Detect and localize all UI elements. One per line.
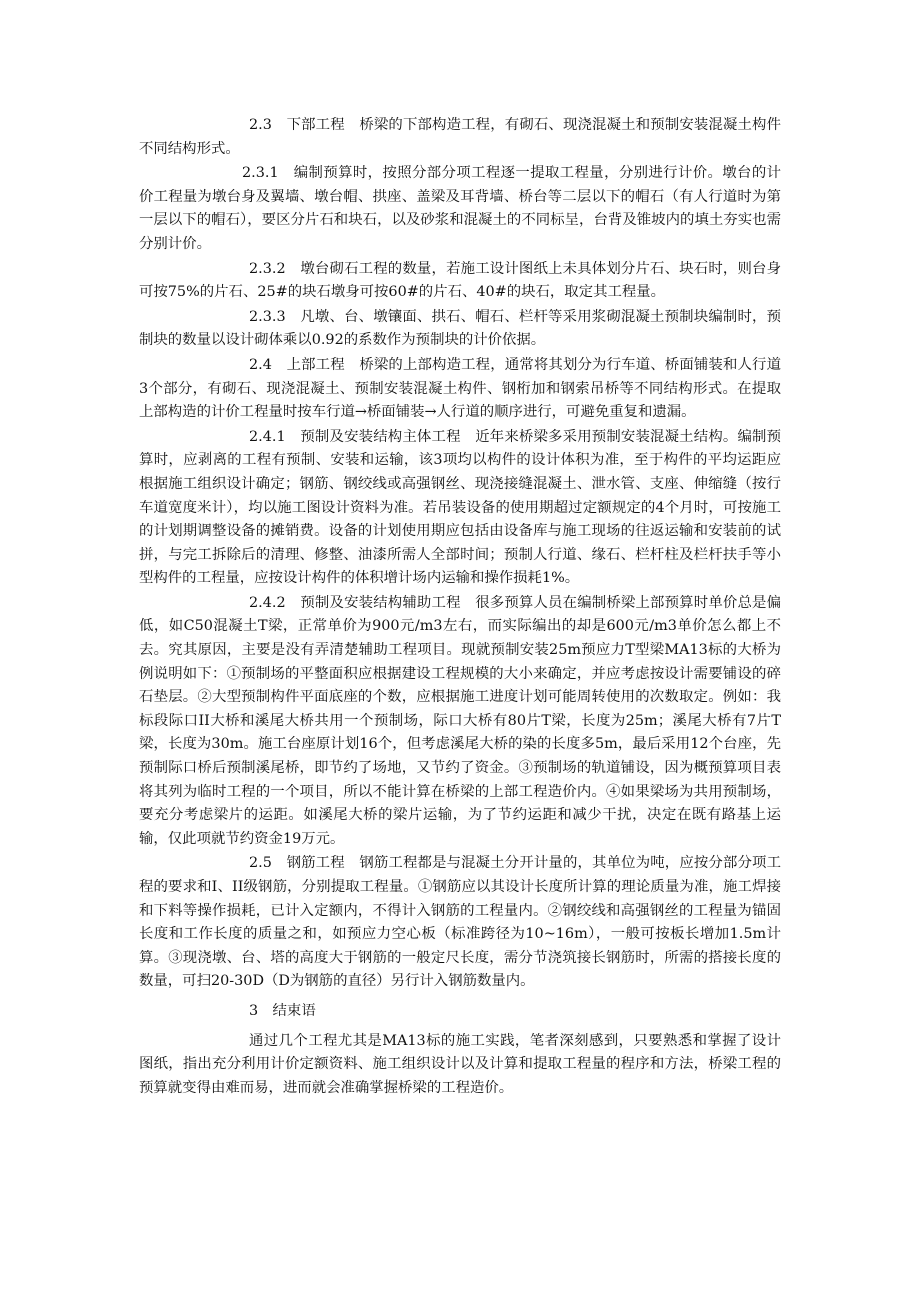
document-body xyxy=(139,114,781,1100)
paragraph-2-4-2: 2.4.2 预制及安装结构辅助工程 很多预算人员在编制桥梁上部预算时单价总是偏低，如C50混凝土T梁，正常单价为900元/m3左右，而实际编出的却是600元/m3单价怎么都上不去。究其原因，主要是没有弄清楚辅助工程项目。现就预制安装25m预应力T型梁MA13标的大桥为例说明如下：①预制场的平整面积应根据建设工程规模的大小来确定，并应考虑按设计需要铺设的碎石垫层。②大型预制构件平面底座的个数，应根据施工进度计划可能周转使用的次数取定。例如：我标段际口II大桥和溪尾大桥共用一个预制场，际口大桥有80片T梁，长度为25m；溪尾大桥有7片T梁，长度为30m。施工台座原计划16个，但考虑溪尾大桥的染的长度多5m，最后采用12个台座，先预制际口桥后预制溪尾桥，即节约了场地，又节约了资金。③预制场的轨道铺设，因为概预算项目表将其列为临时工程的一个项目，所以不能计算在桥梁的上部工程造价内。④如果梁场为共用预制场，要充分考虑梁片的运距。如溪尾大桥的梁片运输，为了节约运距和减少干扰，决定在既有路基上运输，仅此项就节约资金19万元。 xyxy=(139,594,781,847)
paragraph-2-4: 2.4 上部工程 桥梁的上部构造工程，通常将其划分为行车道、桥面铺装和人行道3个部分，有砌石、现浇混凝土、预制安装混凝土构件、钢桁加和钢索吊桥等不同结构形式。在提取上部构造的计价工程量时按车行道→桥面铺装→人行道的顺序进行，可避免重复和遗漏。 xyxy=(139,356,781,421)
paragraph-conclusion: 通过几个工程尤其是MA13标的施工实践，笔者深刻感到，只要熟悉和掌握了设计图纸，指出充分利用计价定额资料、施工组织设计以及计算和提取工程量的程序和方法，桥梁工程的预算就变得由难而易，进而就会准确掌握桥梁的工程造价。 xyxy=(139,1032,781,1096)
paragraph-2-4-1: 2.4.1 预制及安装结构主体工程 近年来桥梁多采用预制安装混凝土结构。编制预算时，应剥离的工程有预制、安装和运输，该3项均以构件的设计体积为准，至于构件的平均运距应根据施工组织设计确定；钢筋、钢绞线或高强钢丝、现浇接缝混凝土、泄水管、支座、伸缩缝（按行车道宽度米计），均以施工图设计资料为准。若吊装设备的使用期超过定额规定的4个月时，可按施工的计划期调整设备的摊销费。设备的计划使用期应包括由设备库与施工现场的往返运输和安装前的试拼，与完工拆除后的清理、修整、油漆所需人全部时间；预制人行道、缘石、栏杆柱及栏杆扶手等小型构件的工程量，应按设计构件的体积增计场内运输和操作损耗1%。 xyxy=(139,428,781,587)
paragraph-2-3-1: 2.3.1 编制预算时，按照分部分项工程逐一提取工程量，分别进行计价。墩台的计价工程量为墩台身及翼墙、墩台帽、拱座、盖梁及耳背墙、桥台等二层以下的帽石（有人行道时为第一层以下的帽石），要区分片石和块石，以及砂浆和混凝土的不同标呈，台背及锥坡内的填土夯实也需分别计价。 xyxy=(139,165,781,252)
paragraph-2-3-2: 2.3.2 墩台砌石工程的数量，若施工设计图纸上未具体划分片石、块石时，则台身可按75%的片石、25#的块石墩身可按60#的片石、40#的块石，取定其工程量。 xyxy=(139,260,781,301)
paragraph-2-3: 2.3 下部工程 桥梁的下部构造工程，有砌石、现浇混凝土和预制安装混凝土构件不同结构形式。 xyxy=(139,117,781,157)
paragraph-2-5: 2.5 钢筋工程 钢筋工程都是与混凝土分开计量的，其单位为吨，应按分部分项工程的要求和I、II级钢筋，分别提取工程量。①钢筋应以其设计长度所计算的理论质量为准，施工焊接和下料等操作损耗，已计入定额内，不得计入钢筋的工程量内。②钢绞线和高强钢丝的工程量为锚固长度和工作长度的质量之和，如预应力空心板（标准跨径为10~16m），一般可按板长增加1.5m计算。③现浇墩、台、塔的高度大于钢筋的一般定尺长度，需分节浇筑接长钢筋时，所需的搭接长度的数量，可扫20-30D（D为钢筋的直径）另行计入钢筋数量内。 xyxy=(139,855,781,990)
section-heading-conclusion: 3 结束语 xyxy=(249,1002,316,1019)
paragraph-2-3-3: 2.3.3 凡墩、台、墩镶面、拱石、帽石、栏杆等采用浆砌混凝土预制块编制时，预制块的数量以设计砌体乘以0.92的系数作为预制块的计价依据。 xyxy=(139,308,781,349)
